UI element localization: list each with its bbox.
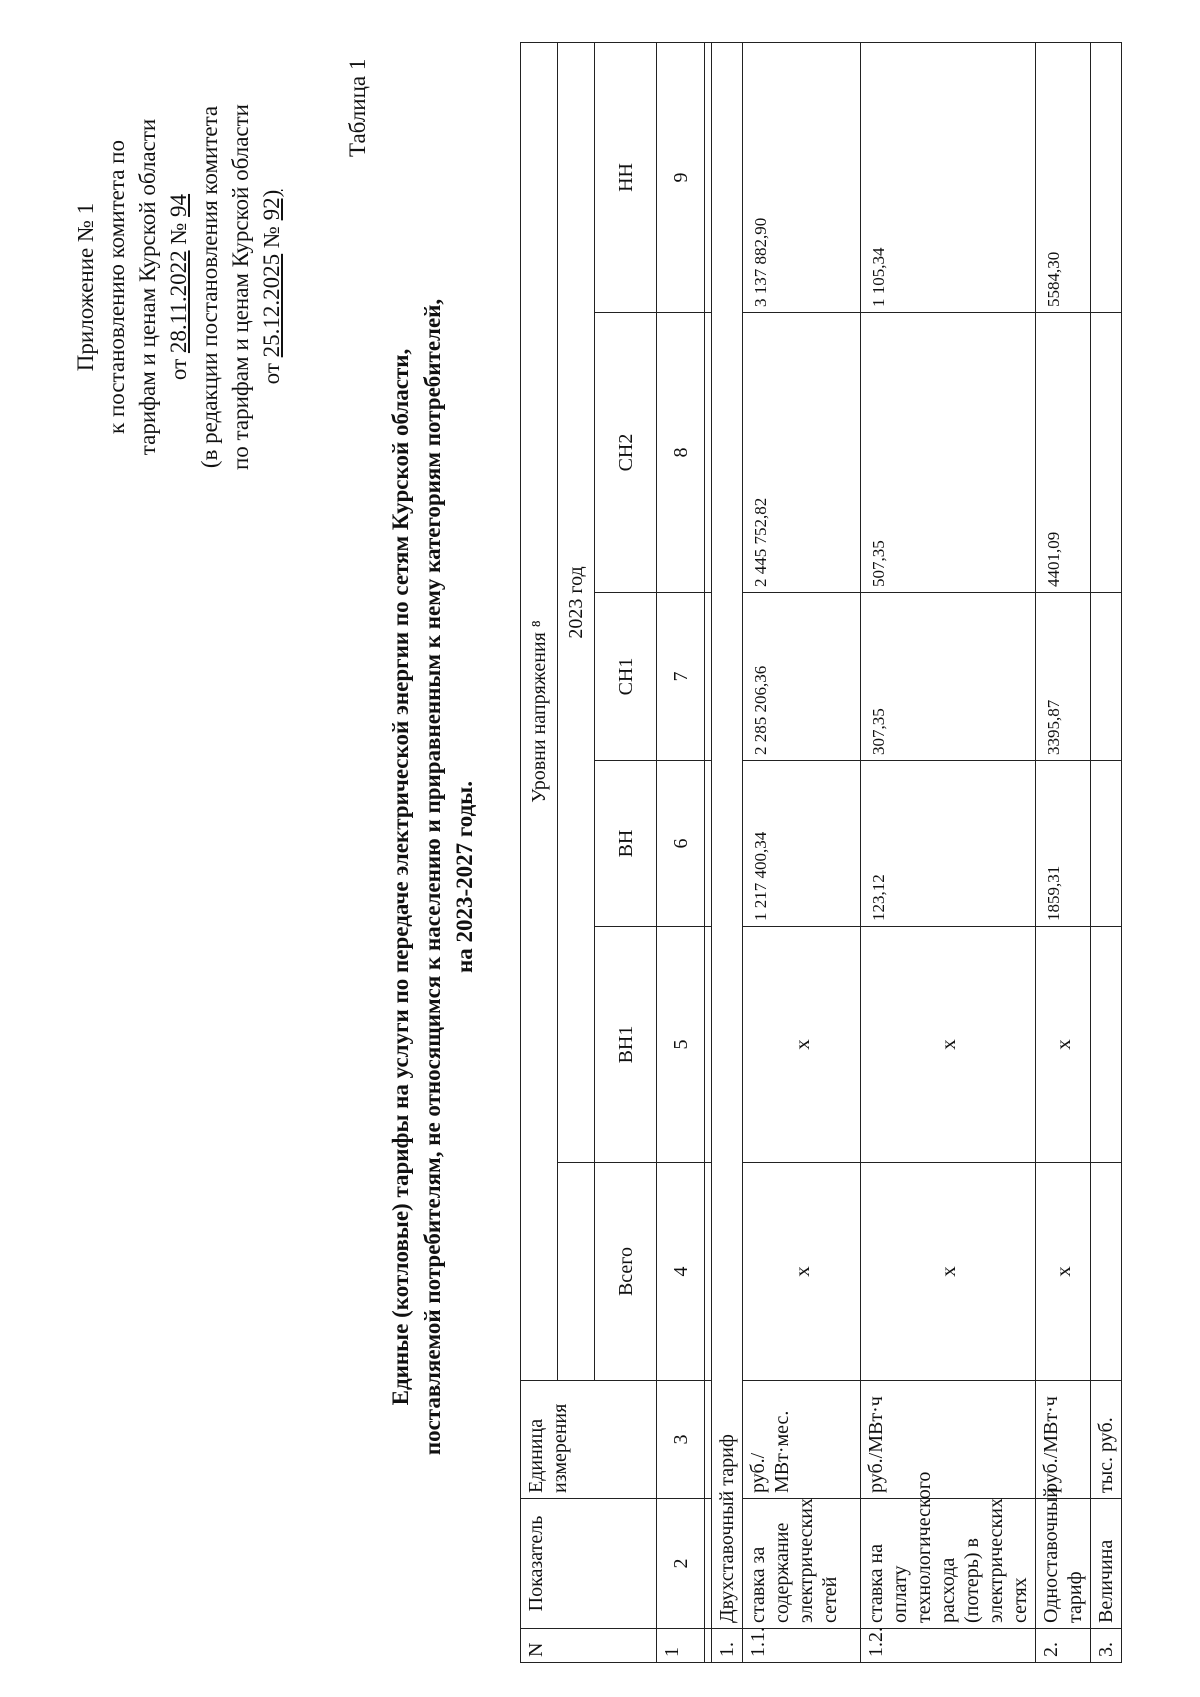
appendix-line: (в редакции постановления комитета: [197, 105, 222, 469]
value-vn1: х: [743, 927, 861, 1163]
header-n: N: [521, 1629, 657, 1663]
value-total: х: [743, 1163, 861, 1381]
header-sn1: СН1: [595, 593, 657, 761]
appendix-date-line: от 28.11.2022 № 94: [166, 193, 191, 381]
document-title: Единые (котловые) тарифы на услуги по передаче электрической энергии по сетям Курской области, поставляемой потребителям, не относящимся к населению и приравненным к нему категориям потребителей, на 2023-2027 годы.: [388, 298, 477, 1456]
row-name: ставка на оплату технологического расхода (потерь) в электрических сетях: [861, 1499, 1036, 1629]
appendix-title: Приложение № 1: [73, 202, 98, 372]
colnum-cell: 8: [657, 313, 705, 593]
value-total: х: [861, 1163, 1036, 1381]
row-unit: руб./МВт·мес.: [743, 1381, 861, 1499]
table-row: [1091, 42, 1122, 1662]
colnum-cell: 5: [657, 927, 705, 1163]
appendix-line: по тарифам и ценам Курской области: [228, 104, 253, 470]
row-number: 1.: [712, 1629, 743, 1663]
spacer-row: [705, 42, 712, 1662]
header-vn1: ВН1: [595, 927, 657, 1163]
value-sn1: 2 285 206,36: [743, 593, 861, 761]
value-sn1: 3395,87: [1036, 593, 1091, 761]
header-year-blank: [558, 1163, 595, 1381]
row-number: 2.: [1036, 1629, 1091, 1663]
header-vn: ВН: [595, 761, 657, 927]
row-unit: тыс. руб.: [1091, 1381, 1122, 1499]
colnum-cell: 4: [657, 1163, 705, 1381]
appendix-number: 94: [166, 193, 191, 217]
value-vn1: х: [861, 927, 1036, 1163]
row-name: ставка за содержание электрических сетей: [743, 1499, 861, 1629]
column-number-row: [657, 42, 705, 1662]
header-sn2: СН2: [595, 313, 657, 593]
tariff-table: [520, 42, 1122, 1663]
colnum-cell: 7: [657, 593, 705, 761]
colnum-cell: 9: [657, 42, 705, 312]
amendment-date: 25.12.2025: [259, 253, 284, 358]
header-voltage-levels: Уровни напряжения ⁸: [521, 42, 558, 1380]
table-header-row: [521, 42, 558, 1662]
value-sn2: 507,35: [861, 313, 1036, 593]
table-number: Таблица 1: [345, 58, 370, 157]
colnum-cell: 2: [657, 1499, 705, 1629]
table-row: [712, 42, 743, 1662]
amendment-date-line: от 25.12.2025 № 92): [259, 189, 284, 385]
row-number: 1.2.: [861, 1629, 1036, 1663]
row-unit: руб./МВт·ч: [861, 1381, 1036, 1499]
colnum-cell: 3: [657, 1381, 705, 1499]
header-unit: Единица измерения: [521, 1381, 657, 1499]
value-sn2: 4401,09: [1036, 313, 1091, 593]
value-vn1: х: [1036, 927, 1091, 1163]
value-vn: 1859,31: [1036, 761, 1091, 927]
value-nn: 1 105,34: [861, 42, 1036, 312]
colnum-cell: 6: [657, 761, 705, 927]
appendix-header: [70, 47, 287, 527]
header-indicator: Показатель: [521, 1499, 657, 1629]
value-total: х: [1036, 1163, 1091, 1381]
appendix-line: к постановлению комитета по: [104, 140, 129, 434]
row-number: 3.: [1091, 1629, 1122, 1663]
value-nn: 3 137 882,90: [743, 42, 861, 312]
row-unit: руб./МВт·ч: [1036, 1381, 1091, 1499]
header-nn: НН: [595, 42, 657, 312]
row-name: Величина: [1091, 1499, 1122, 1629]
row-name: Одноставочный тариф: [1036, 1499, 1091, 1629]
header-year: 2023 год: [558, 42, 595, 1162]
colnum-cell: 1: [657, 1629, 705, 1663]
table-row: [861, 42, 1036, 1662]
appendix-date: 28.11.2022: [166, 250, 191, 354]
value-sn1: 307,35: [861, 593, 1036, 761]
appendix-line: тарифам и ценам Курской области: [135, 118, 160, 456]
row-number: 1.1.: [743, 1629, 861, 1663]
table-row: [743, 42, 861, 1662]
value-nn: 5584,30: [1036, 42, 1091, 312]
table-row: [1036, 42, 1091, 1662]
value-vn: 123,12: [861, 761, 1036, 927]
header-total: Всего: [595, 1163, 657, 1381]
value-sn2: 2 445 752,82: [743, 313, 861, 593]
value-vn: 1 217 400,34: [743, 761, 861, 927]
amendment-number: 92): [259, 189, 284, 221]
row-name: Двухставочный тариф: [712, 42, 743, 1628]
